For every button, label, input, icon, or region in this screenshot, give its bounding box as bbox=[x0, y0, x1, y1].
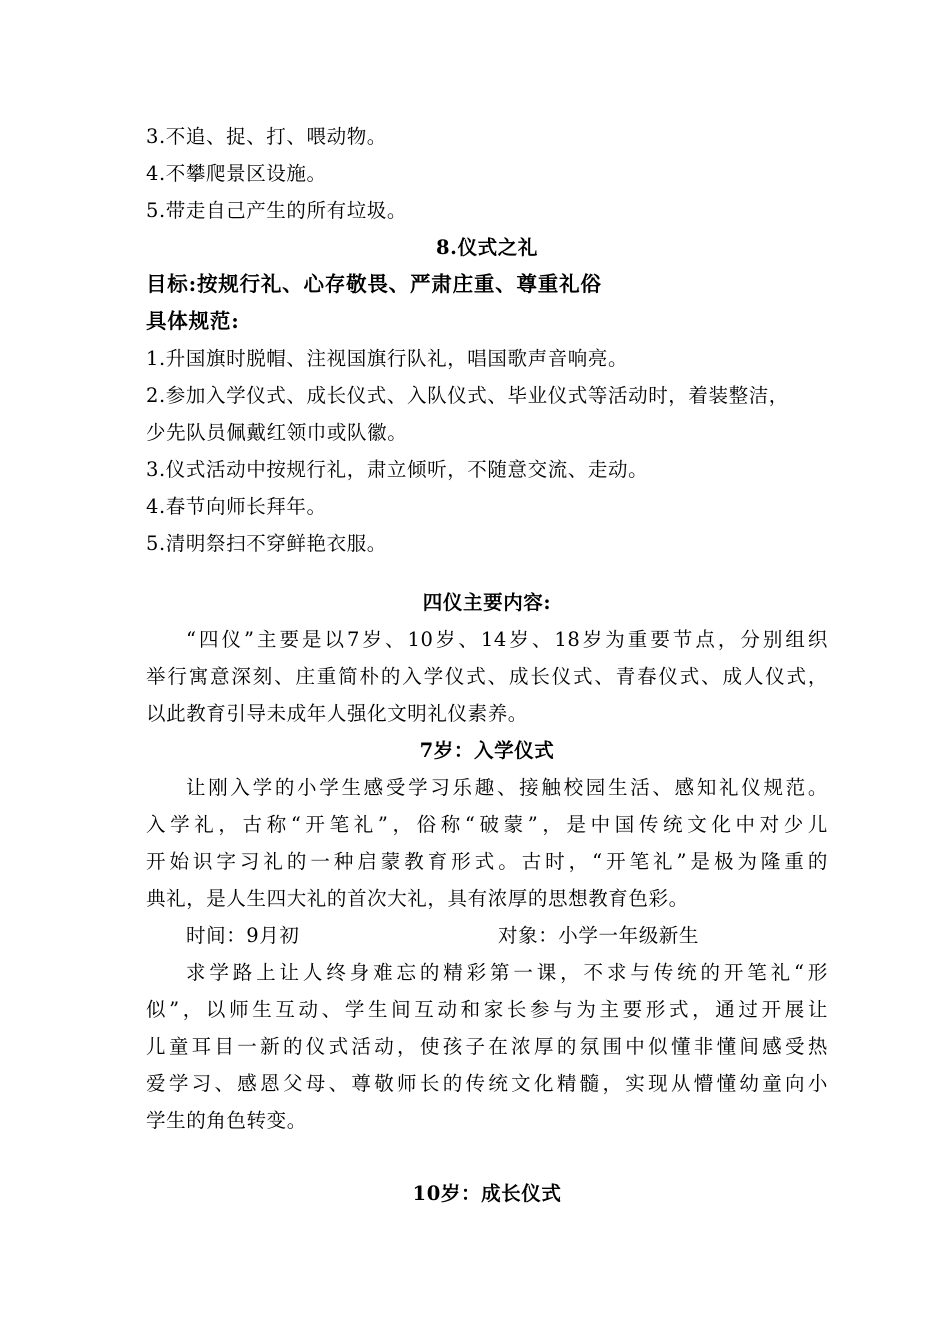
paragraph-line: 让刚入学的小学生感受学习乐趣、接触校园生活、感知礼仪规范。 bbox=[186, 776, 828, 799]
paragraph-line: 求学路上让人终身难忘的精彩第一课，不求与传统的开笔礼“形 bbox=[186, 961, 828, 984]
age7-time: 时间：9月初 bbox=[186, 924, 300, 947]
paragraph-line: 举行寓意深刻、庄重简朴的入学仪式、成长仪式、青春仪式、成人仪式， bbox=[146, 665, 828, 688]
age7-heading: 7岁：入学仪式 bbox=[419, 739, 555, 762]
spacer bbox=[146, 562, 828, 584]
paragraph-line: 以此教育引导未成年人强化文明礼仪素养。 bbox=[146, 702, 528, 725]
age10-heading: 10岁：成长仪式 bbox=[412, 1182, 562, 1205]
list-item: 4.春节向师长拜年。 bbox=[146, 495, 327, 518]
paragraph-line: 儿童耳目一新的仪式活动，使孩子在浓厚的氛围中似懂非懂间感受热 bbox=[146, 1035, 828, 1058]
list-item: 3.仪式活动中按规行礼，肃立倾听，不随意交流、走动。 bbox=[146, 458, 649, 481]
age7-meta bbox=[146, 917, 828, 954]
list-item: 3.不追、捉、打、喂动物。 bbox=[146, 125, 387, 148]
paragraph-line: 入学礼，古称“开笔礼”，俗称“破蒙”，是中国传统文化中对少儿 bbox=[146, 813, 828, 836]
list-item: 1.升国旗时脱帽、注视国旗行队礼，唱国歌声音响亮。 bbox=[146, 347, 629, 370]
paragraph-line: 学生的角色转变。 bbox=[146, 1109, 307, 1132]
list-item: 5.清明祭扫不穿鲜艳衣服。 bbox=[146, 532, 387, 555]
norms-label: 具体规范: bbox=[146, 309, 240, 333]
list-item: 5.带走自己产生的所有垃圾。 bbox=[146, 199, 408, 222]
list-item: 4.不攀爬景区设施。 bbox=[146, 162, 327, 185]
section-heading-ceremony-etiquette: 8.仪式之礼 bbox=[436, 236, 538, 259]
paragraph-line: 爱学习、感恩父母、尊敬师长的传统文化精髓，实现从懵懂幼童向小 bbox=[146, 1072, 828, 1095]
paragraph-line: 似”，以师生互动、学生间互动和家长参与为主要形式，通过开展让 bbox=[146, 998, 828, 1021]
paragraph-line: 开始识字习礼的一种启蒙教育形式。古时，“开笔礼”是极为隆重的 bbox=[146, 850, 828, 873]
paragraph-line: 典礼，是人生四大礼的首次大礼，具有浓厚的思想教育色彩。 bbox=[146, 887, 689, 910]
spacer bbox=[146, 1139, 828, 1175]
paragraph-line: “四仪”主要是以7岁、10岁、14岁、18岁为重要节点，分别组织 bbox=[186, 628, 828, 651]
section-goal: 目标:按规行礼、心存敬畏、严肃庄重、尊重礼俗 bbox=[146, 272, 602, 296]
age7-target: 对象：小学一年级新生 bbox=[498, 924, 700, 947]
document-page bbox=[146, 118, 828, 1212]
four-ceremonies-heading: 四仪主要内容: bbox=[422, 591, 552, 614]
list-item: 2.参加入学仪式、成长仪式、入队仪式、毕业仪式等活动时，着装整洁， bbox=[146, 384, 789, 407]
list-item-continuation: 少先队员佩戴红领巾或队徽。 bbox=[146, 421, 408, 444]
